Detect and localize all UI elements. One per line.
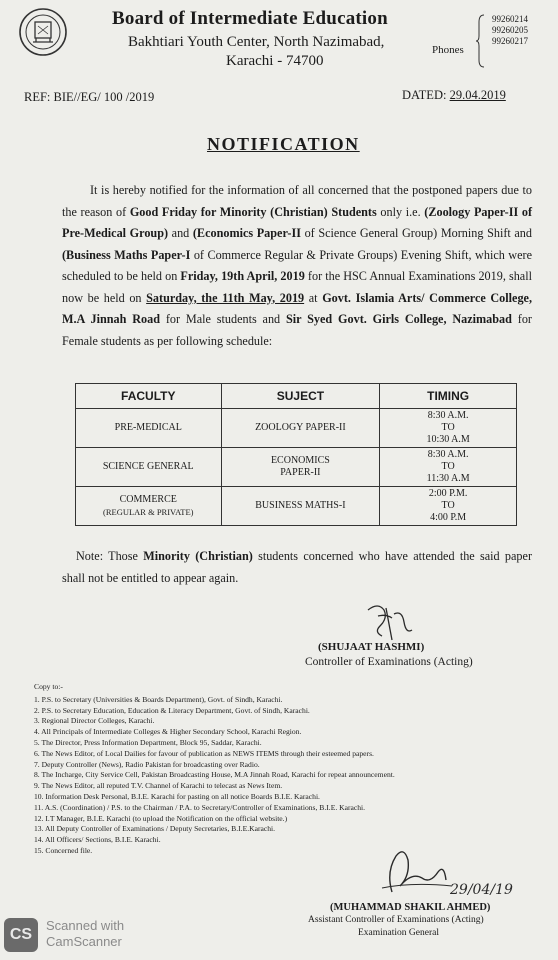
table-row [76,409,517,448]
copy-to-heading: Copy to:- [34,682,63,691]
body-bold: Friday, 19th April, 2019 [180,269,305,283]
reference-number: REF: BIE//EG/ 100 /2019 [24,90,155,104]
assistant-controller-subtitle: Examination General [358,928,439,938]
list-item: 12. I.T Manager, B.I.E. Karachi (to upload the Notification on the official website.) [34,813,288,823]
timing-to: TO [441,461,455,472]
body-bold: Sir Syed Govt. Girls College, Nazimabad [285,312,512,326]
body-text: of Science General Group) Morning Shift and [300,226,532,240]
brace-icon [476,14,486,68]
phone-number: 99260217 [492,36,528,46]
list-item: 15. Concerned file. [34,845,93,855]
timing-end: 4:00 P.M [430,512,467,523]
note-paragraph [62,546,532,589]
subject-name: ECONOMICS PAPER-II [270,455,330,478]
faculty-cell [76,448,222,487]
column-header: TIMING [380,384,517,409]
list-item: 9. The News Editor, all reputed T.V. Channel of Karachi to telecast as News Item. [34,781,283,791]
body-text: only i.e. [376,204,425,219]
note-bold: Minority (Christian) [143,549,253,563]
assistant-controller-signature [372,842,522,902]
handwritten-date: 29/04/19 [450,882,513,898]
timing-to: TO [441,422,455,433]
faculty-cell [76,409,222,448]
board-logo-seal [18,6,68,58]
column-header: SUJECT [221,384,380,409]
board-title: Board of Intermediate Education [112,8,388,29]
body-text: for the HSC Annual Examinations 2019, shall now be held on [62,269,532,305]
list-item: 5. The Director, Press Information Department, Block 95, Saddar, Karachi. [34,737,262,747]
subject-cell: BUSINESS MATHS-I [221,487,380,526]
list-item: 4. All Principals of Intermediate Colleges & Higher Secondary School, Karachi Region. [34,727,302,737]
body-bold: (Business Maths Paper-I [62,247,191,262]
list-item: 13. All Deputy Controller of Examinations / Deputy Secretaries, B.I.E.Karachi. [34,824,276,834]
dated-value: 29.04.2019 [449,88,506,102]
new-exam-date: Saturday, the 11th May, 2019 [146,290,305,305]
body-text: and [168,226,193,240]
body-bold: (Economics Paper-II [192,226,301,240]
body-text: It is hereby notified for the information of all concerned that the postponed papers due to the reason of [62,183,532,219]
phone-numbers [492,14,528,47]
notification-title: NOTIFICATION [207,134,360,154]
timing-start: 8:30 A.M. [427,410,469,421]
watermark-line: CamScanner [46,934,122,949]
schedule-table [75,383,517,526]
subject-cell [221,448,380,487]
timing-start: 8:30 A.M. [427,449,469,460]
note-text: Note: Those [76,549,144,563]
faculty-cell [76,487,222,526]
timing-end: 11:30 A.M [426,473,470,484]
faculty-name: COMMERCE [119,494,177,505]
copy-to-list [34,682,395,857]
phone-number: 99260205 [492,25,528,35]
list-item: 8. The Incharge, City Service Cell, Pakistan Broadcasting House, M.A Jinnah Road, Karachi for repeat announcement. [34,770,395,780]
list-item: 11. A.S. (Coordination) / P.S. to the Chairman / P.A. to Secretary/Controller of Examinations, B.I.E. Karachi. [34,802,366,812]
address-line-1: Bakhtiari Youth Center, North Nazimabad, [128,34,385,50]
list-item: 3. Regional Director Colleges, Karachi. [34,716,155,726]
table-row [76,448,517,487]
list-item: 7. Deputy Controller (News), Radio Pakistan for broadcasting over Radio. [34,759,260,769]
faculty-name: PRE-MEDICAL [114,422,182,433]
note-text: students concerned who have attended the said paper shall not be entitled to appear again. [62,549,532,585]
table-header-row [76,384,517,409]
dated [402,88,506,103]
timing-start: 2:00 P.M. [428,488,468,499]
body-text: for Female students as per following schedule: [62,312,532,348]
subject-cell: ZOOLOGY PAPER-II [221,409,380,448]
list-item: 10. Information Desk Personal, B.I.E. Karachi for pasting on all notice Boards B.I.E. Karachi. [34,791,320,801]
body-text: at [304,290,323,305]
assistant-controller-title: Assistant Controller of Examinations (Acting) [308,915,484,925]
column-header: FACULTY [76,384,222,409]
controller-title: Controller of Examinations (Acting) [305,656,473,668]
table-row [76,487,517,526]
assistant-controller-name: (MUHAMMAD SHAKIL AHMED) [330,902,491,913]
body-bold: (Zoology Paper-II of Pre-Medical Group) [62,204,533,240]
body-text: for Male students and [160,312,286,326]
phones-label: Phones [432,44,464,56]
notification-body [62,180,532,352]
faculty-sub: (REGULAR & PRIVATE) [103,507,194,517]
timing-end: 10:30 A.M [426,434,470,445]
timing-cell [380,448,517,487]
watermark-line: Scanned with [46,918,125,933]
timing-cell [380,487,517,526]
address-line-2: Karachi - 74700 [226,53,324,69]
timing-cell [380,409,517,448]
list-item: 6. The News Editor, of Local Dailies for favour of publication as NEWS ITEMS through their esteemed papers. [34,748,374,758]
body-text: of Commerce Regular & Private Groups) Evening Shift, which were scheduled to be held on [62,247,532,283]
dated-label: DATED: [402,88,447,102]
list-item: 14. All Officers/ Sections, B.I.E. Karachi. [34,835,161,845]
camscanner-watermark [46,918,124,950]
list-item: 1. P.S. to Secretary (Universities & Boards Department), Govt. of Sindh, Karachi. [34,694,283,704]
faculty-name: SCIENCE GENERAL [102,461,194,472]
body-bold: Good Friday for Minority (Christian) Students [129,204,377,219]
timing-to: TO [441,500,455,511]
controller-name: (SHUJAAT HASHMI) [318,641,425,653]
list-item: 2. P.S. to Secretary Education, Education & Literacy Department, Govt. of Sindh, Karachi. [34,705,310,715]
camscanner-icon: CS [4,918,38,952]
phone-number: 99260214 [492,14,528,24]
body-bold: Govt. Islamia Arts/ Commerce College, M.A Jinnah Road [62,290,533,326]
